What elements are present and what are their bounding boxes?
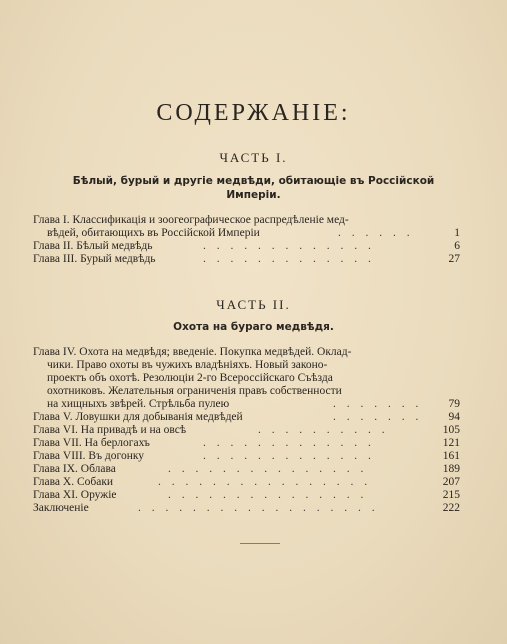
- contents-title: СОДЕРЖАНІЕ:: [156, 100, 351, 126]
- toc-leader-dots: . . . . . . . . . . . . . . . . . .: [138, 502, 379, 514]
- toc-page-number: 161: [442, 450, 460, 462]
- toc-entry-chapter-10[interactable]: [33, 476, 460, 489]
- toc-entry-text-line: Глава VIII. Въ догонку: [33, 450, 145, 462]
- toc-leader-dots: . . . . . . . . . . . . .: [203, 240, 375, 252]
- toc-page-number: 6: [454, 240, 460, 252]
- toc-entry-text-line: Глава IV. Охота на медвѣдя; введеніе. Покупка медвѣдей. Оклад-: [33, 346, 352, 358]
- toc-leader-dots: . . . . . . .: [333, 398, 423, 410]
- toc-entry-text-line: Глава V. Ловушки для добыванія медвѣдей: [33, 411, 243, 423]
- toc-entry-chapter-9[interactable]: [33, 463, 460, 476]
- toc-entry-chapter-6[interactable]: [33, 424, 460, 437]
- toc-entry-chapter-2[interactable]: [33, 240, 460, 253]
- part-1-subtitle: Бѣлый, бурый и другіе медвѣди, обитающіе въ Россійской Имперіи.: [72, 175, 435, 201]
- toc-page-number: 27: [448, 253, 460, 265]
- part-2-toc: [33, 346, 460, 515]
- part-1-toc: [33, 214, 460, 266]
- toc-page-number: 189: [442, 463, 460, 475]
- toc-entry-text-line: Глава XI. Оружіе: [33, 489, 117, 501]
- toc-page-number: 105: [442, 424, 460, 436]
- toc-leader-dots: . . . . . . .: [333, 411, 423, 423]
- toc-page-number: 121: [442, 437, 460, 449]
- toc-entry-text-line: Глава IX. Облава: [33, 463, 116, 475]
- toc-leader-dots: . . . . . . . . . . . . .: [203, 450, 375, 462]
- toc-entry-text-line: Глава II. Бѣлый медвѣдь: [33, 240, 153, 252]
- toc-page-number: 207: [442, 476, 460, 488]
- toc-leader-dots: . . . . . . . . . . . . . . .: [168, 489, 368, 501]
- toc-entry-text-line: Заключеніе: [33, 502, 89, 514]
- toc-entry-chapter-7[interactable]: [33, 437, 460, 450]
- toc-entry-text-line: Глава VI. На привадѣ и на овсѣ: [33, 424, 187, 436]
- toc-entry-text-line: Глава VII. На берлогахъ: [33, 437, 150, 449]
- toc-page-number: 79: [448, 398, 460, 410]
- toc-entry-chapter-8[interactable]: [33, 450, 460, 463]
- toc-entry-text-line: Глава III. Бурый медвѣдь: [33, 253, 156, 265]
- toc-entry-text-line: проектъ объ охотѣ. Резолюціи 2-го Всероссійскаго Съѣзда: [47, 372, 333, 384]
- toc-leader-dots: . . . . . . . . . . . . .: [203, 253, 375, 265]
- toc-page-number: 1: [454, 227, 460, 239]
- toc-leader-dots: . . . . . . . . . . . . .: [203, 437, 375, 449]
- toc-leader-dots: . . . . . .: [338, 227, 414, 239]
- toc-entry-text-line: Глава I. Классификація и зоогеографическое распредѣленіе мед-: [33, 214, 349, 226]
- toc-leader-dots: . . . . . . . . . . . . . . . .: [158, 476, 372, 488]
- toc-entry-chapter-3[interactable]: [33, 253, 460, 266]
- closing-rule: [240, 543, 280, 544]
- part-2-subtitle: Охота на бураго медвѣдя.: [173, 321, 334, 333]
- part-2-heading: ЧАСТЬ II.: [216, 297, 291, 312]
- part-1-heading: ЧАСТЬ I.: [219, 150, 288, 165]
- toc-leader-dots: . . . . . . . . . .: [258, 424, 389, 436]
- toc-entry-text-line: вѣдей, обитающихъ въ Россійской Имперіи: [47, 227, 260, 239]
- toc-page-number: 222: [442, 502, 460, 514]
- toc-entry-conclusion[interactable]: [33, 502, 460, 515]
- toc-entry-text-line: Глава X. Собаки: [33, 476, 114, 488]
- toc-entry-chapter-11[interactable]: [33, 489, 460, 502]
- toc-entry-text-line: чики. Право охоты въ чужихъ владѣніяхъ. Новый законо-: [47, 359, 328, 371]
- toc-entry-chapter-1[interactable]: [33, 214, 460, 240]
- toc-entry-chapter-4[interactable]: [33, 346, 460, 411]
- toc-page-number: 215: [442, 489, 460, 501]
- toc-entry-text-line: на хищныхъ звѣрей. Стрѣльба пулею: [47, 398, 230, 410]
- toc-leader-dots: . . . . . . . . . . . . . . .: [168, 463, 368, 475]
- toc-entry-chapter-5[interactable]: [33, 411, 460, 424]
- toc-page-number: 94: [448, 411, 460, 423]
- toc-entry-text-line: охотниковъ. Желательныя ограниченія правъ собственности: [47, 385, 342, 397]
